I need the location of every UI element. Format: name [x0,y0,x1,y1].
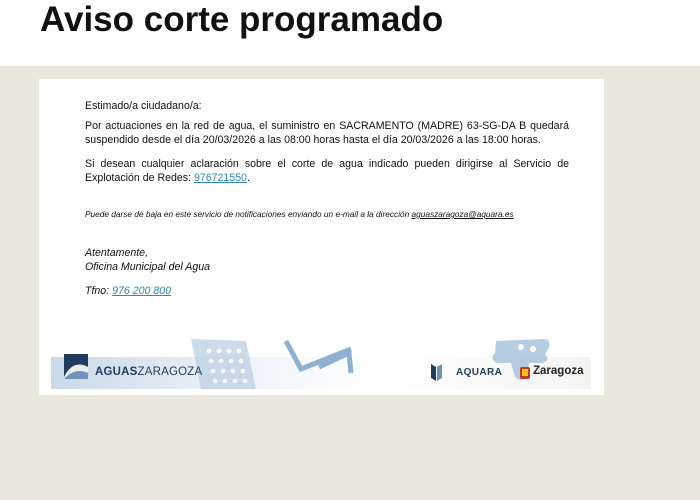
contact-text: Si desean cualquier aclaración sobre el corte de agua indicado pueden dirigirse al Servicio de Explotación de Redes: [85,158,569,184]
service-phone-link[interactable]: 976721550 [193,171,247,184]
office-phone [85,285,171,299]
phone-label: Tfno: [85,285,113,297]
perforated-shape-icon [191,339,256,389]
unsubscribe-email-link[interactable]: aguaszaragoza@aquara.es [411,209,514,219]
unsubscribe-note [85,209,585,219]
greeting-text: Estimado/a ciudadano/a: [85,100,202,112]
aguas-zaragoza-wordmark [95,366,202,378]
wordmark-bold: AGUAS [95,366,138,378]
aguas-zaragoza-logo-icon [64,354,88,379]
zaragoza-wordmark: Zaragoza [533,365,584,377]
unsubscribe-text: Puede darse de baja en este servicio de notificaciones enviando un e-mail a la dirección [85,209,412,219]
signoff-line2: Oficina Municipal del Agua [85,260,211,273]
aquara-wordmark: AQUARA [456,367,503,378]
signoff-line1: Atentamente, [85,247,149,259]
wordmark-light: ZARAGOZA [137,366,203,378]
footer-banner [51,337,591,389]
contact-text-end: . [246,171,250,184]
page-title: Aviso corte programado [40,0,444,39]
footer-banner-graphics [51,337,591,389]
office-phone-link[interactable]: 976 200 800 [112,285,172,297]
zaragoza-crest-icon [520,367,530,379]
page-header [0,0,700,66]
contact-paragraph [85,158,569,185]
outage-details-text: Por actuaciones en la red de agua, el suministro en SACRAMENTO (MADRE) 63-SG-DA B quedará suspendido desde el día 20/03/2026 a las 08:00 horas hasta el día 20/03/2026 a las 18:00 horas. [85,120,569,146]
email-card [39,79,604,395]
signoff [85,247,210,274]
